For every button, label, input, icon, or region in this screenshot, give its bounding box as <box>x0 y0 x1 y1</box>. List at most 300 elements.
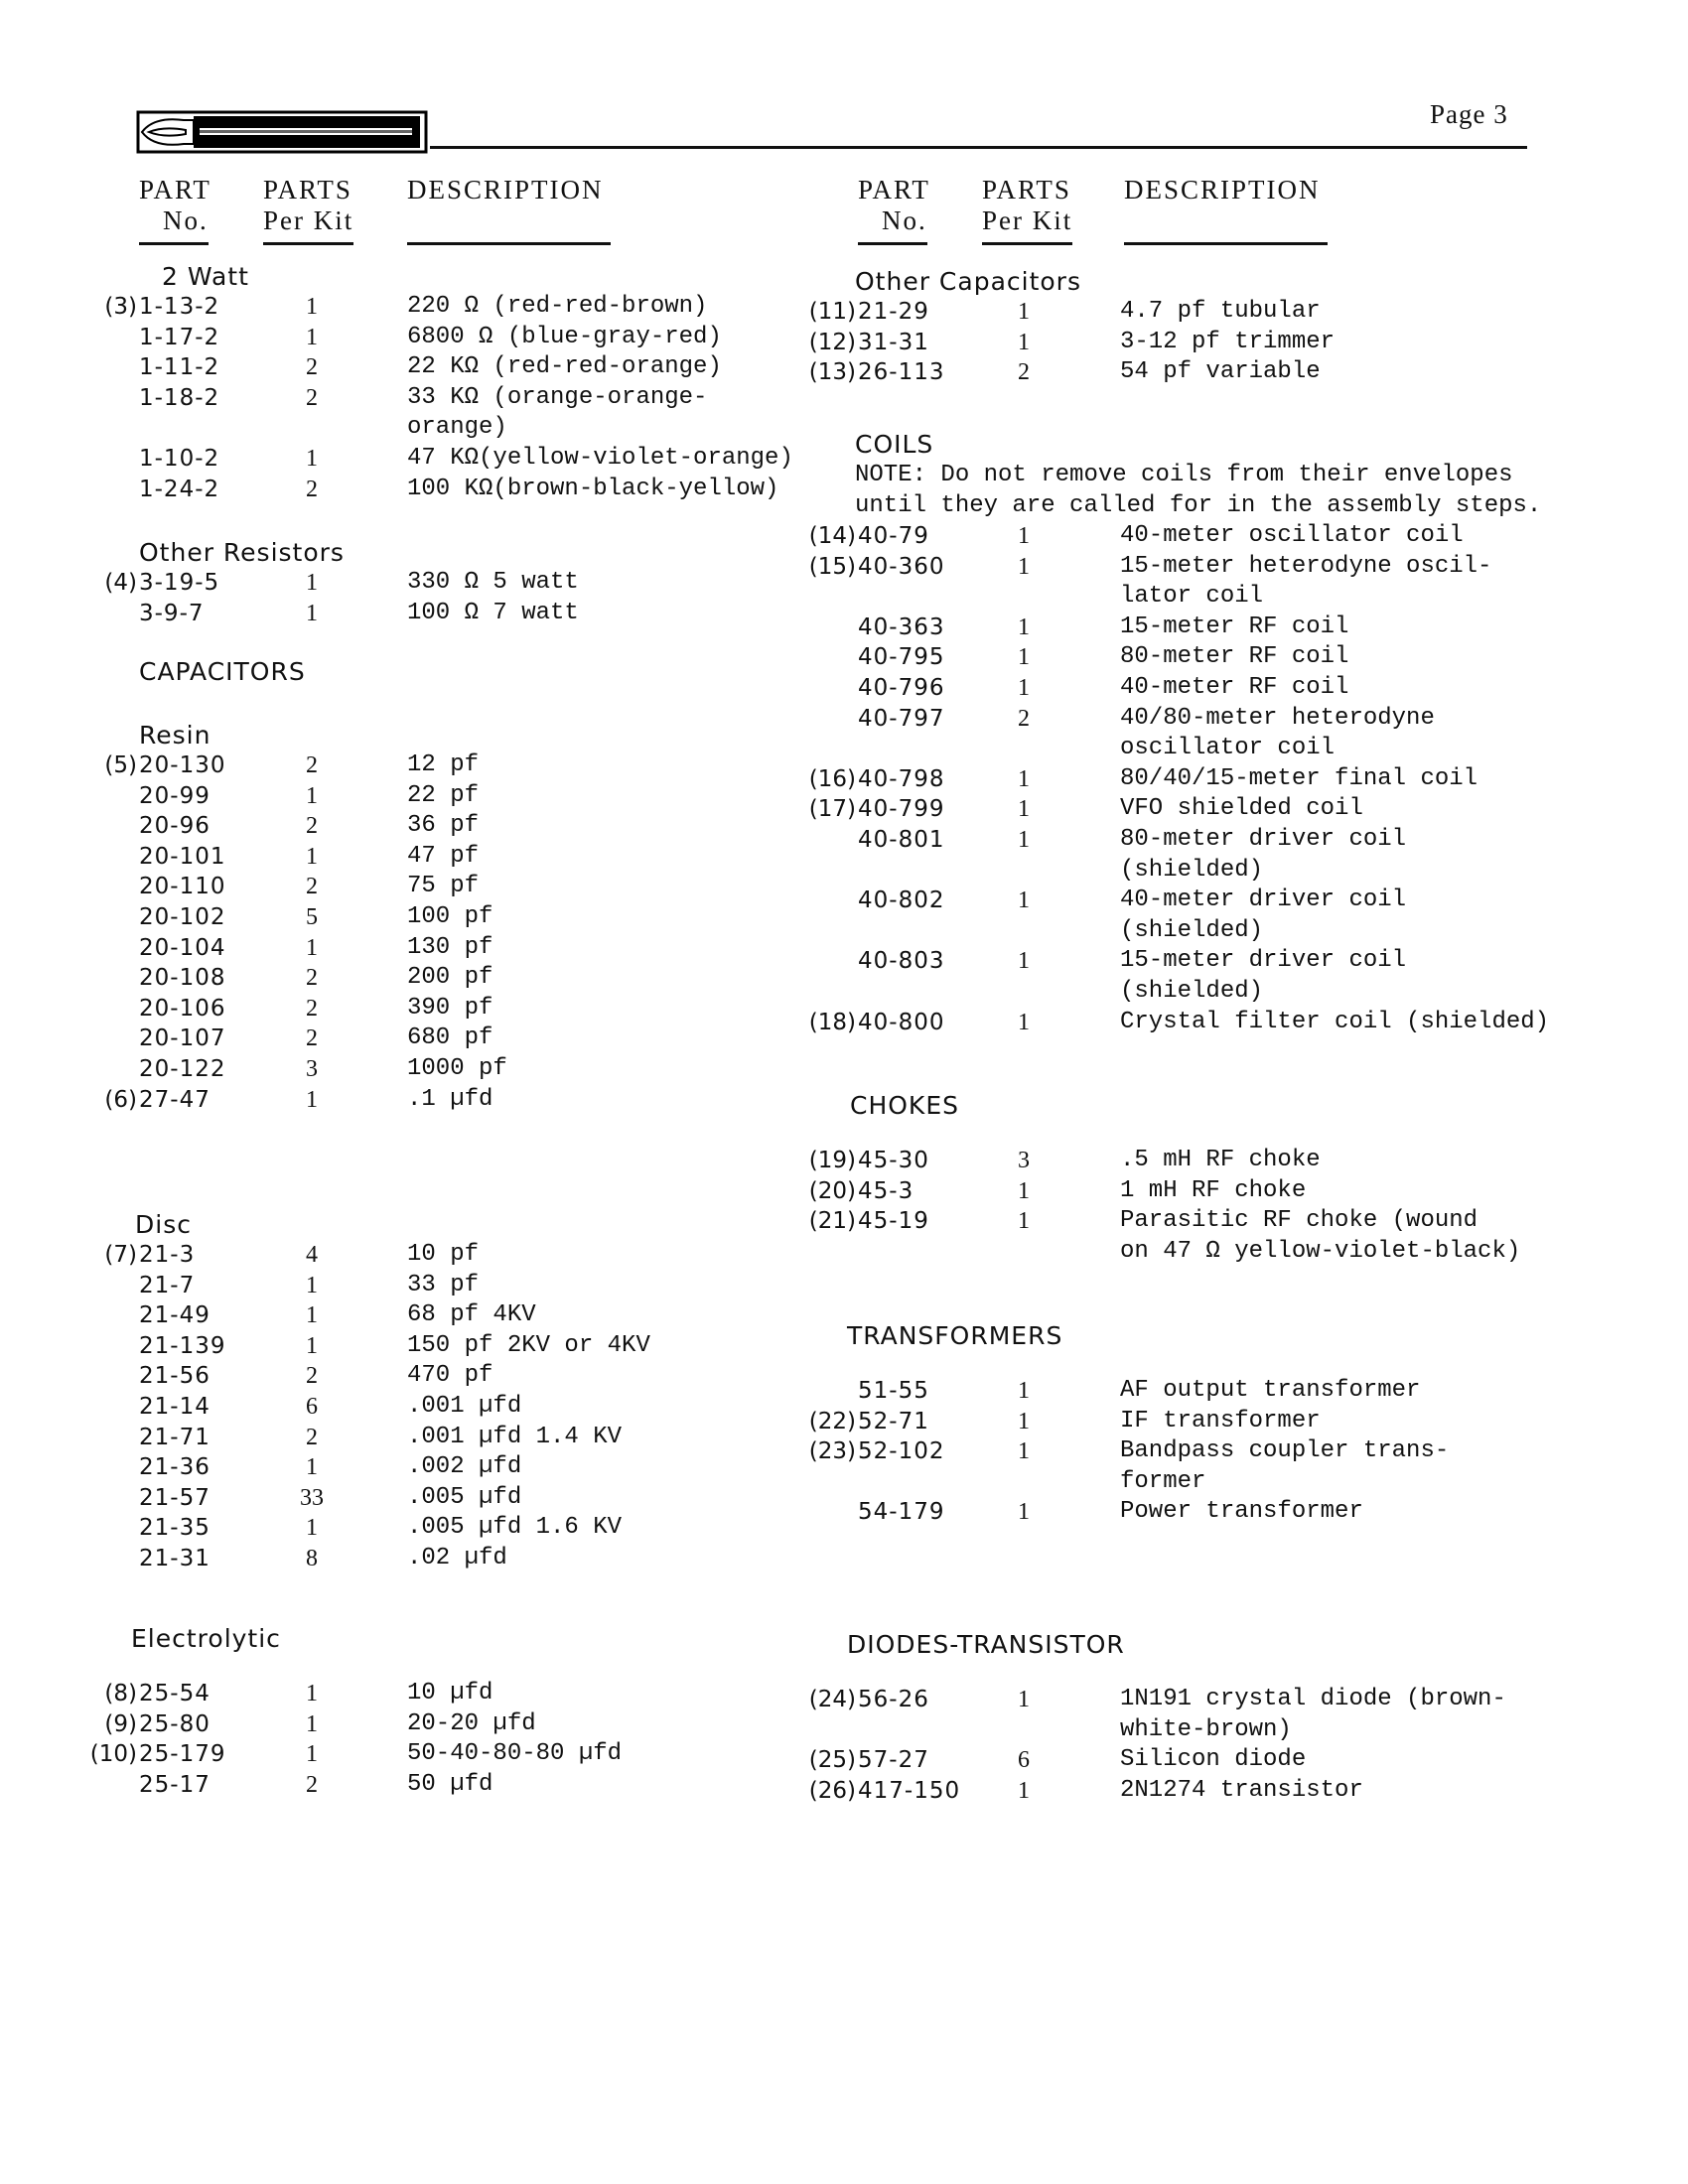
parts-per-kit: 1 <box>1018 329 1030 355</box>
part-number: 51-55 <box>858 1378 929 1404</box>
header-parts: PARTS <box>263 175 352 205</box>
section-title: CAPACITORS <box>139 657 306 686</box>
header-part: PART <box>858 175 930 205</box>
parts-row <box>0 933 834 964</box>
part-number: 57-27 <box>858 1747 929 1774</box>
parts-row <box>0 1361 834 1392</box>
parts-row <box>0 352 834 383</box>
part-number: 40-795 <box>858 644 945 671</box>
sec-diodes <box>808 1629 1688 1806</box>
part-description: 15-meter driver coil (shielded) <box>1120 947 1407 1005</box>
parts-per-kit: 33 <box>300 1484 324 1511</box>
sec-transformers <box>808 1320 1688 1528</box>
part-number: 20-130 <box>139 752 226 778</box>
parts-row <box>0 1331 834 1362</box>
part-number: 52-71 <box>858 1408 929 1434</box>
section-title: 2 Watt <box>162 262 249 291</box>
part-description: .005 µfd <box>407 1483 522 1511</box>
section-title: CHOKES <box>850 1091 959 1120</box>
part-number: 25-80 <box>139 1710 211 1737</box>
parts-per-kit: 1 <box>306 1710 318 1737</box>
parts-row <box>0 1483 834 1514</box>
parts-row <box>0 323 834 353</box>
header-part-no: No. <box>858 205 927 245</box>
part-number: 20-106 <box>139 995 226 1022</box>
part-number: 21-31 <box>139 1545 211 1571</box>
parts-row <box>0 1300 834 1331</box>
parts-per-kit: 2 <box>306 354 318 381</box>
key-number: (9) <box>104 1710 137 1737</box>
part-description: 40-meter driver coil (shielded) <box>1120 887 1407 944</box>
part-description: 12 pf <box>407 751 480 778</box>
part-description: 390 pf <box>407 994 493 1022</box>
parts-per-kit: 1 <box>1018 1009 1030 1035</box>
section-title: Resin <box>139 721 211 750</box>
part-number: 1-17-2 <box>139 324 220 350</box>
parts-per-kit: 1 <box>306 782 318 809</box>
parts-per-kit: 1 <box>306 1681 318 1706</box>
part-description: .001 µfd <box>407 1392 522 1420</box>
part-number: 21-29 <box>858 299 929 325</box>
header-description-underline <box>407 205 611 245</box>
parts-row <box>834 704 1688 764</box>
parts-row <box>834 946 1688 1007</box>
part-number: 40-803 <box>858 948 945 975</box>
parts-row <box>0 751 834 781</box>
parts-row <box>0 872 834 902</box>
right-col-header-description <box>1124 175 1328 252</box>
parts-per-kit: 2 <box>306 813 318 840</box>
parts-per-kit: 1 <box>306 324 318 350</box>
key-number: (26) <box>808 1777 856 1804</box>
part-description: 470 pf <box>407 1362 493 1390</box>
key-number: (3) <box>104 294 137 320</box>
key-number: (17) <box>808 796 856 823</box>
part-description: 10 µfd <box>407 1680 493 1706</box>
part-number: 1-18-2 <box>139 384 220 411</box>
parts-per-kit: 2 <box>306 1771 318 1798</box>
header-rule <box>430 146 1527 149</box>
part-description: 200 pf <box>407 964 493 992</box>
part-description: 100 Ω 7 watt <box>407 599 579 626</box>
part-number: 40-797 <box>858 705 945 732</box>
key-number: (12) <box>808 329 856 355</box>
parts-per-kit: 1 <box>306 934 318 961</box>
part-description: 10 pf <box>407 1241 480 1268</box>
part-description: 36 pf <box>407 812 480 840</box>
part-number: 56-26 <box>858 1687 929 1712</box>
part-description: 130 pf <box>407 933 493 961</box>
parts-per-kit: 1 <box>1018 887 1030 914</box>
key-number: (22) <box>808 1408 856 1434</box>
parts-per-kit: 4 <box>306 1242 318 1268</box>
parts-per-kit: 1 <box>1018 1687 1030 1712</box>
part-number: 3-19-5 <box>139 570 220 596</box>
part-description: 22 KΩ (red-red-orange) <box>407 353 722 381</box>
parts-per-kit: 1 <box>1018 948 1030 975</box>
parts-per-kit: 2 <box>1018 359 1030 386</box>
key-number: (5) <box>104 752 137 778</box>
part-description: IF transformer <box>1120 1407 1321 1434</box>
parts-row <box>0 383 834 444</box>
part-number: 40-360 <box>858 553 945 580</box>
key-number: (21) <box>808 1208 856 1235</box>
part-description: Power transformer <box>1120 1498 1363 1526</box>
part-number: 31-31 <box>858 329 929 355</box>
sec-capacitors <box>0 656 834 687</box>
part-description: 40-meter RF coil <box>1120 673 1349 701</box>
parts-row <box>0 599 834 629</box>
part-number: 27-47 <box>139 1086 211 1113</box>
parts-per-kit: 3 <box>306 1055 318 1082</box>
part-description: 1N191 crystal diode (brown- white-brown) <box>1120 1686 1506 1743</box>
part-number: 52-102 <box>858 1438 945 1465</box>
parts-row <box>834 886 1688 946</box>
parts-row <box>808 357 1688 388</box>
parts-per-kit: 1 <box>1018 1408 1030 1434</box>
parts-per-kit: 1 <box>306 1332 318 1359</box>
parts-row <box>0 475 834 505</box>
section-title: Other Capacitors <box>855 267 1081 296</box>
key-number: (16) <box>808 765 856 792</box>
part-number: 54-179 <box>858 1499 945 1526</box>
parts-row <box>0 1739 834 1770</box>
parts-per-kit: 2 <box>306 1025 318 1052</box>
parts-per-kit: 1 <box>306 600 318 626</box>
parts-per-kit: 1 <box>1018 674 1030 701</box>
part-description: .02 µfd <box>407 1544 507 1571</box>
part-description: .001 µfd 1.4 KV <box>407 1423 623 1450</box>
part-description: .1 µfd <box>407 1085 493 1113</box>
part-description: 33 KΩ (orange-orange- orange) <box>407 383 708 442</box>
parts-per-kit: 2 <box>306 752 318 778</box>
parts-per-kit: 1 <box>306 1741 318 1768</box>
parts-per-kit: 2 <box>306 995 318 1022</box>
part-number: 20-96 <box>139 813 211 840</box>
parts-per-kit: 1 <box>1018 644 1030 671</box>
part-description: 6800 Ω (blue-gray-red) <box>407 323 722 350</box>
parts-per-kit: 1 <box>1018 1777 1030 1804</box>
part-number: 45-30 <box>858 1148 929 1173</box>
key-number: (13) <box>808 359 856 386</box>
part-description: 15-meter heterodyne oscil- lator coil <box>1120 552 1492 611</box>
part-number: 40-800 <box>858 1009 945 1035</box>
part-number: 20-102 <box>139 903 226 930</box>
part-number: 40-796 <box>858 674 945 701</box>
parts-per-kit: 1 <box>1018 523 1030 549</box>
part-description: 47 KΩ(yellow-violet-orange) <box>407 444 793 472</box>
parts-per-kit: 2 <box>306 965 318 992</box>
part-description: 80-meter driver coil (shielded) <box>1120 825 1407 884</box>
header-description: DESCRIPTION <box>407 175 604 205</box>
section-title: DIODES-TRANSISTOR <box>847 1630 1125 1659</box>
sec-other-capacitors <box>808 266 1688 388</box>
parts-row <box>808 552 1688 613</box>
part-description: 54 pf variable <box>1120 358 1321 386</box>
parts-per-kit: 1 <box>1018 796 1030 823</box>
part-number: 21-3 <box>139 1242 196 1268</box>
part-number: 3-9-7 <box>139 600 205 626</box>
part-number: 40-801 <box>858 826 945 853</box>
left-col-header-parts <box>263 175 353 245</box>
parts-row <box>808 794 1688 825</box>
right-col-header-parts <box>982 175 1072 245</box>
parts-per-kit: 1 <box>306 843 318 870</box>
parts-row <box>0 842 834 873</box>
part-description: 68 pf 4KV <box>407 1301 536 1329</box>
part-description: 50-40-80-80 µfd <box>407 1740 623 1768</box>
part-description: 220 Ω (red-red-brown) <box>407 293 708 320</box>
parts-per-kit: 1 <box>306 445 318 472</box>
part-number: 21-139 <box>139 1332 226 1359</box>
parts-row <box>0 1054 834 1085</box>
part-description: 100 pf <box>407 902 493 930</box>
key-number: (6) <box>104 1086 137 1113</box>
part-description: .005 µfd 1.6 KV <box>407 1514 623 1542</box>
part-number: 45-19 <box>858 1208 929 1235</box>
parts-per-kit: 1 <box>306 1302 318 1329</box>
parts-row <box>0 568 834 599</box>
part-description: .5 mH RF choke <box>1120 1147 1321 1173</box>
parts-row <box>808 1146 1688 1176</box>
parts-row <box>0 444 834 475</box>
part-description: 80-meter RF coil <box>1120 643 1349 671</box>
part-number: 40-363 <box>858 614 945 640</box>
parts-row <box>834 1497 1688 1528</box>
parts-row <box>0 292 834 323</box>
parts-row <box>808 1685 1688 1745</box>
parts-row <box>0 1679 834 1709</box>
key-number: (24) <box>808 1687 856 1712</box>
parts-per-kit: 1 <box>306 1454 318 1481</box>
section-title: COILS <box>855 430 934 459</box>
parts-per-kit: 2 <box>1018 705 1030 732</box>
section-title: Disc <box>135 1210 192 1239</box>
parts-row <box>808 1745 1688 1776</box>
part-number: 20-108 <box>139 965 226 992</box>
section-title: Other Resistors <box>139 538 345 567</box>
sec-2watt <box>0 261 834 504</box>
part-description: 330 Ω 5 watt <box>407 569 579 596</box>
page-number: Page 3 <box>1430 99 1508 129</box>
header-per-kit: Per Kit <box>982 205 1072 245</box>
key-number: (4) <box>104 570 137 596</box>
part-number: 21-7 <box>139 1272 196 1298</box>
part-description: 680 pf <box>407 1024 493 1052</box>
parts-per-kit: 1 <box>306 294 318 320</box>
part-number: 1-10-2 <box>139 445 220 472</box>
part-number: 25-54 <box>139 1681 211 1706</box>
parts-row <box>0 1240 834 1271</box>
parts-per-kit: 1 <box>306 570 318 596</box>
header-per-kit: Per Kit <box>263 205 353 245</box>
parts-per-kit: 5 <box>306 903 318 930</box>
parts-per-kit: 6 <box>306 1393 318 1420</box>
parts-per-kit: 1 <box>306 1086 318 1113</box>
part-number: 21-71 <box>139 1424 211 1450</box>
header-part-no: No. <box>139 205 209 245</box>
section-title: Electrolytic <box>131 1624 281 1653</box>
part-description: Crystal filter coil (shielded) <box>1120 1008 1550 1035</box>
part-number: 21-36 <box>139 1454 211 1481</box>
part-number: 40-802 <box>858 887 945 914</box>
parts-per-kit: 1 <box>1018 1438 1030 1465</box>
key-number: (14) <box>808 523 856 549</box>
parts-per-kit: 2 <box>306 874 318 900</box>
header-part: PART <box>139 175 211 205</box>
parts-row <box>0 1513 834 1544</box>
part-description: .002 µfd <box>407 1453 522 1481</box>
parts-per-kit: 2 <box>306 476 318 502</box>
parts-row <box>0 1024 834 1054</box>
part-description: Silicon diode <box>1120 1746 1307 1774</box>
key-number: (8) <box>104 1681 137 1706</box>
part-description: AF output transformer <box>1120 1377 1421 1404</box>
parts-row <box>834 642 1688 673</box>
part-description: 50 µfd <box>407 1770 493 1798</box>
part-description: 75 pf <box>407 873 480 900</box>
parts-row <box>0 963 834 994</box>
part-description: 2N1274 transistor <box>1120 1776 1363 1804</box>
key-number: (11) <box>808 299 856 325</box>
part-description: 20-20 µfd <box>407 1709 536 1737</box>
part-number: 21-35 <box>139 1515 211 1542</box>
part-description: 22 pf <box>407 781 480 809</box>
part-description: 1000 pf <box>407 1054 507 1082</box>
header-description-underline <box>1124 205 1328 245</box>
right-col-header-part <box>858 175 930 245</box>
key-number: (25) <box>808 1747 856 1774</box>
sec-coils <box>808 429 1688 1037</box>
key-number: (15) <box>808 553 856 580</box>
parts-row <box>808 521 1688 552</box>
parts-per-kit: 1 <box>1018 765 1030 792</box>
part-number: 20-101 <box>139 843 226 870</box>
parts-row <box>834 673 1688 704</box>
key-number: (18) <box>808 1009 856 1035</box>
part-number: 45-3 <box>858 1177 914 1204</box>
parts-row <box>0 1770 834 1801</box>
sec-electrolytic <box>0 1623 834 1800</box>
parts-per-kit: 1 <box>1018 1499 1030 1526</box>
key-number: (10) <box>89 1741 137 1768</box>
sec-chokes <box>808 1090 1688 1267</box>
parts-per-kit: 1 <box>1018 826 1030 853</box>
parts-per-kit: 6 <box>1018 1747 1030 1774</box>
parts-row <box>808 764 1688 795</box>
part-number: 417-150 <box>858 1777 961 1804</box>
parts-per-kit: 1 <box>1018 614 1030 640</box>
sec-resin <box>0 720 834 1115</box>
part-description: 1 mH RF choke <box>1120 1176 1307 1204</box>
parts-per-kit: 1 <box>306 1272 318 1298</box>
parts-per-kit: 2 <box>306 1424 318 1450</box>
parts-row <box>808 1776 1688 1807</box>
part-description: 40-meter oscillator coil <box>1120 522 1464 549</box>
part-number: 25-17 <box>139 1771 211 1798</box>
part-description: Parasitic RF choke (wound on 47 Ω yellow-violet-black) <box>1120 1207 1521 1265</box>
part-description: 3-12 pf trimmer <box>1120 328 1336 355</box>
parts-row <box>0 1452 834 1483</box>
parts-per-kit: 1 <box>1018 553 1030 580</box>
heathkit-logo <box>134 106 430 158</box>
section-title: TRANSFORMERS <box>847 1321 1063 1350</box>
part-number: 1-13-2 <box>139 294 220 320</box>
parts-row <box>834 1376 1688 1407</box>
part-description: 80/40/15-meter final coil <box>1120 764 1478 792</box>
sec-other-resistors <box>0 537 834 628</box>
part-description: VFO shielded coil <box>1120 795 1363 823</box>
parts-row <box>808 328 1688 358</box>
part-number: 1-11-2 <box>139 354 220 381</box>
part-number: 21-49 <box>139 1302 211 1329</box>
section-note: NOTE: Do not remove coils from their envelopes until they are called for in the assembly steps. <box>855 462 1542 519</box>
part-number: 21-57 <box>139 1484 211 1511</box>
part-number: 1-24-2 <box>139 476 220 502</box>
part-description: 47 pf <box>407 842 480 870</box>
part-number: 26-113 <box>858 359 945 386</box>
part-number: 20-99 <box>139 782 211 809</box>
part-number: 21-56 <box>139 1363 211 1390</box>
part-number: 20-104 <box>139 934 226 961</box>
sec-disc <box>0 1209 834 1574</box>
parts-row <box>808 1206 1688 1267</box>
parts-per-kit: 2 <box>306 1363 318 1390</box>
header-parts: PARTS <box>982 175 1071 205</box>
parts-row <box>808 1176 1688 1207</box>
parts-row <box>0 1423 834 1453</box>
parts-row <box>808 1407 1688 1437</box>
part-number: 25-179 <box>139 1741 226 1768</box>
part-number: 40-798 <box>858 765 945 792</box>
part-description: 40/80-meter heterodyne oscillator coil <box>1120 704 1435 762</box>
parts-row <box>808 297 1688 328</box>
parts-row <box>834 825 1688 886</box>
parts-row <box>0 1544 834 1574</box>
parts-per-kit: 8 <box>306 1545 318 1571</box>
parts-per-kit: 1 <box>1018 1177 1030 1204</box>
part-description: 100 KΩ(brown-black-yellow) <box>407 475 779 502</box>
parts-row <box>0 811 834 842</box>
parts-row <box>0 994 834 1024</box>
parts-row <box>834 613 1688 643</box>
parts-per-kit: 1 <box>306 1515 318 1542</box>
part-number: 21-14 <box>139 1393 211 1420</box>
part-number: 20-122 <box>139 1055 226 1082</box>
parts-row <box>808 1436 1688 1497</box>
parts-per-kit: 1 <box>1018 1208 1030 1235</box>
part-description: 150 pf 2KV or 4KV <box>407 1331 650 1359</box>
parts-row <box>0 1085 834 1116</box>
header-description: DESCRIPTION <box>1124 175 1321 205</box>
parts-row <box>0 902 834 933</box>
parts-per-kit: 1 <box>1018 299 1030 325</box>
part-number: 20-107 <box>139 1025 226 1052</box>
key-number: (19) <box>808 1148 856 1173</box>
key-number: (23) <box>808 1438 856 1465</box>
parts-per-kit: 3 <box>1018 1148 1030 1173</box>
parts-row <box>0 781 834 812</box>
part-number: 20-110 <box>139 874 226 900</box>
left-col-header-part <box>139 175 211 245</box>
part-description: 15-meter RF coil <box>1120 613 1349 640</box>
key-number: (7) <box>104 1242 137 1268</box>
part-description: 4.7 pf tubular <box>1120 298 1321 325</box>
parts-row <box>0 1392 834 1423</box>
part-number: 40-79 <box>858 523 929 549</box>
parts-per-kit: 2 <box>306 384 318 411</box>
part-number: 40-799 <box>858 796 945 823</box>
